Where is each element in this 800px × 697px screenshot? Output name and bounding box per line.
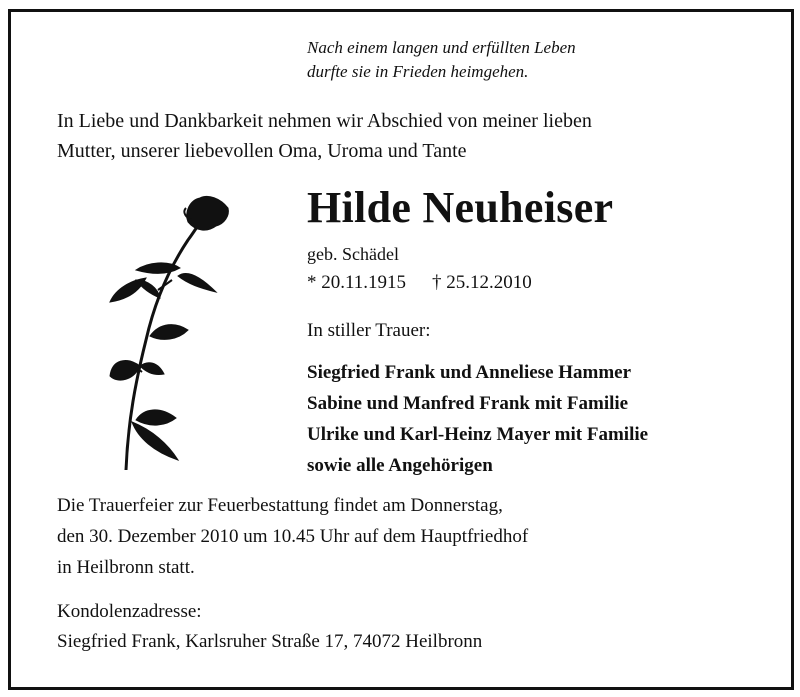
mourners-list [307, 357, 648, 481]
deceased-name: Hilde Neuheiser [307, 183, 614, 232]
quote-line-2: durfte sie in Frieden heimgehen. [307, 62, 529, 81]
mourning-label: In stiller Trauer: [307, 320, 431, 341]
quote-line-1: Nach einem langen und erfüllten Leben [307, 38, 576, 57]
mourner-line: Ulrike und Karl-Heinz Mayer mit Familie [307, 424, 649, 445]
intro-text [57, 106, 592, 166]
birth-date: * 20.11.1915 [307, 272, 407, 293]
intro-line-2: Mutter, unserer liebevollen Oma, Uroma und Tante [57, 140, 467, 162]
mourner-line: Sabine und Manfred Frank mit Familie [307, 393, 629, 414]
mourner-line: sowie alle Angehörigen [307, 455, 493, 476]
rose-silhouette-icon [88, 190, 238, 475]
ceremony-info [57, 490, 528, 583]
maiden-name: geb. Schädel [307, 244, 399, 264]
condolence-label: Kondolenzadresse: [57, 601, 202, 622]
epigraph-quote [307, 36, 576, 84]
intro-line-1: In Liebe und Dankbarkeit nehmen wir Abschied von meiner lieben [57, 110, 592, 132]
ceremony-line-2: den 30. Dezember 2010 um 10.45 Uhr auf dem Hauptfriedhof [57, 526, 529, 547]
condolence-address-line: Siegfried Frank, Karlsruher Straße 17, 74072 Heilbronn [57, 631, 483, 652]
condolence-address [57, 597, 482, 657]
ceremony-line-1: Die Trauerfeier zur Feuerbestattung findet am Donnerstag, [57, 495, 503, 516]
mourner-line: Siegfried Frank und Anneliese Hammer [307, 362, 632, 383]
life-dates [307, 272, 532, 294]
death-date: † 25.12.2010 [432, 272, 532, 293]
ceremony-line-3: in Heilbronn statt. [57, 557, 195, 578]
